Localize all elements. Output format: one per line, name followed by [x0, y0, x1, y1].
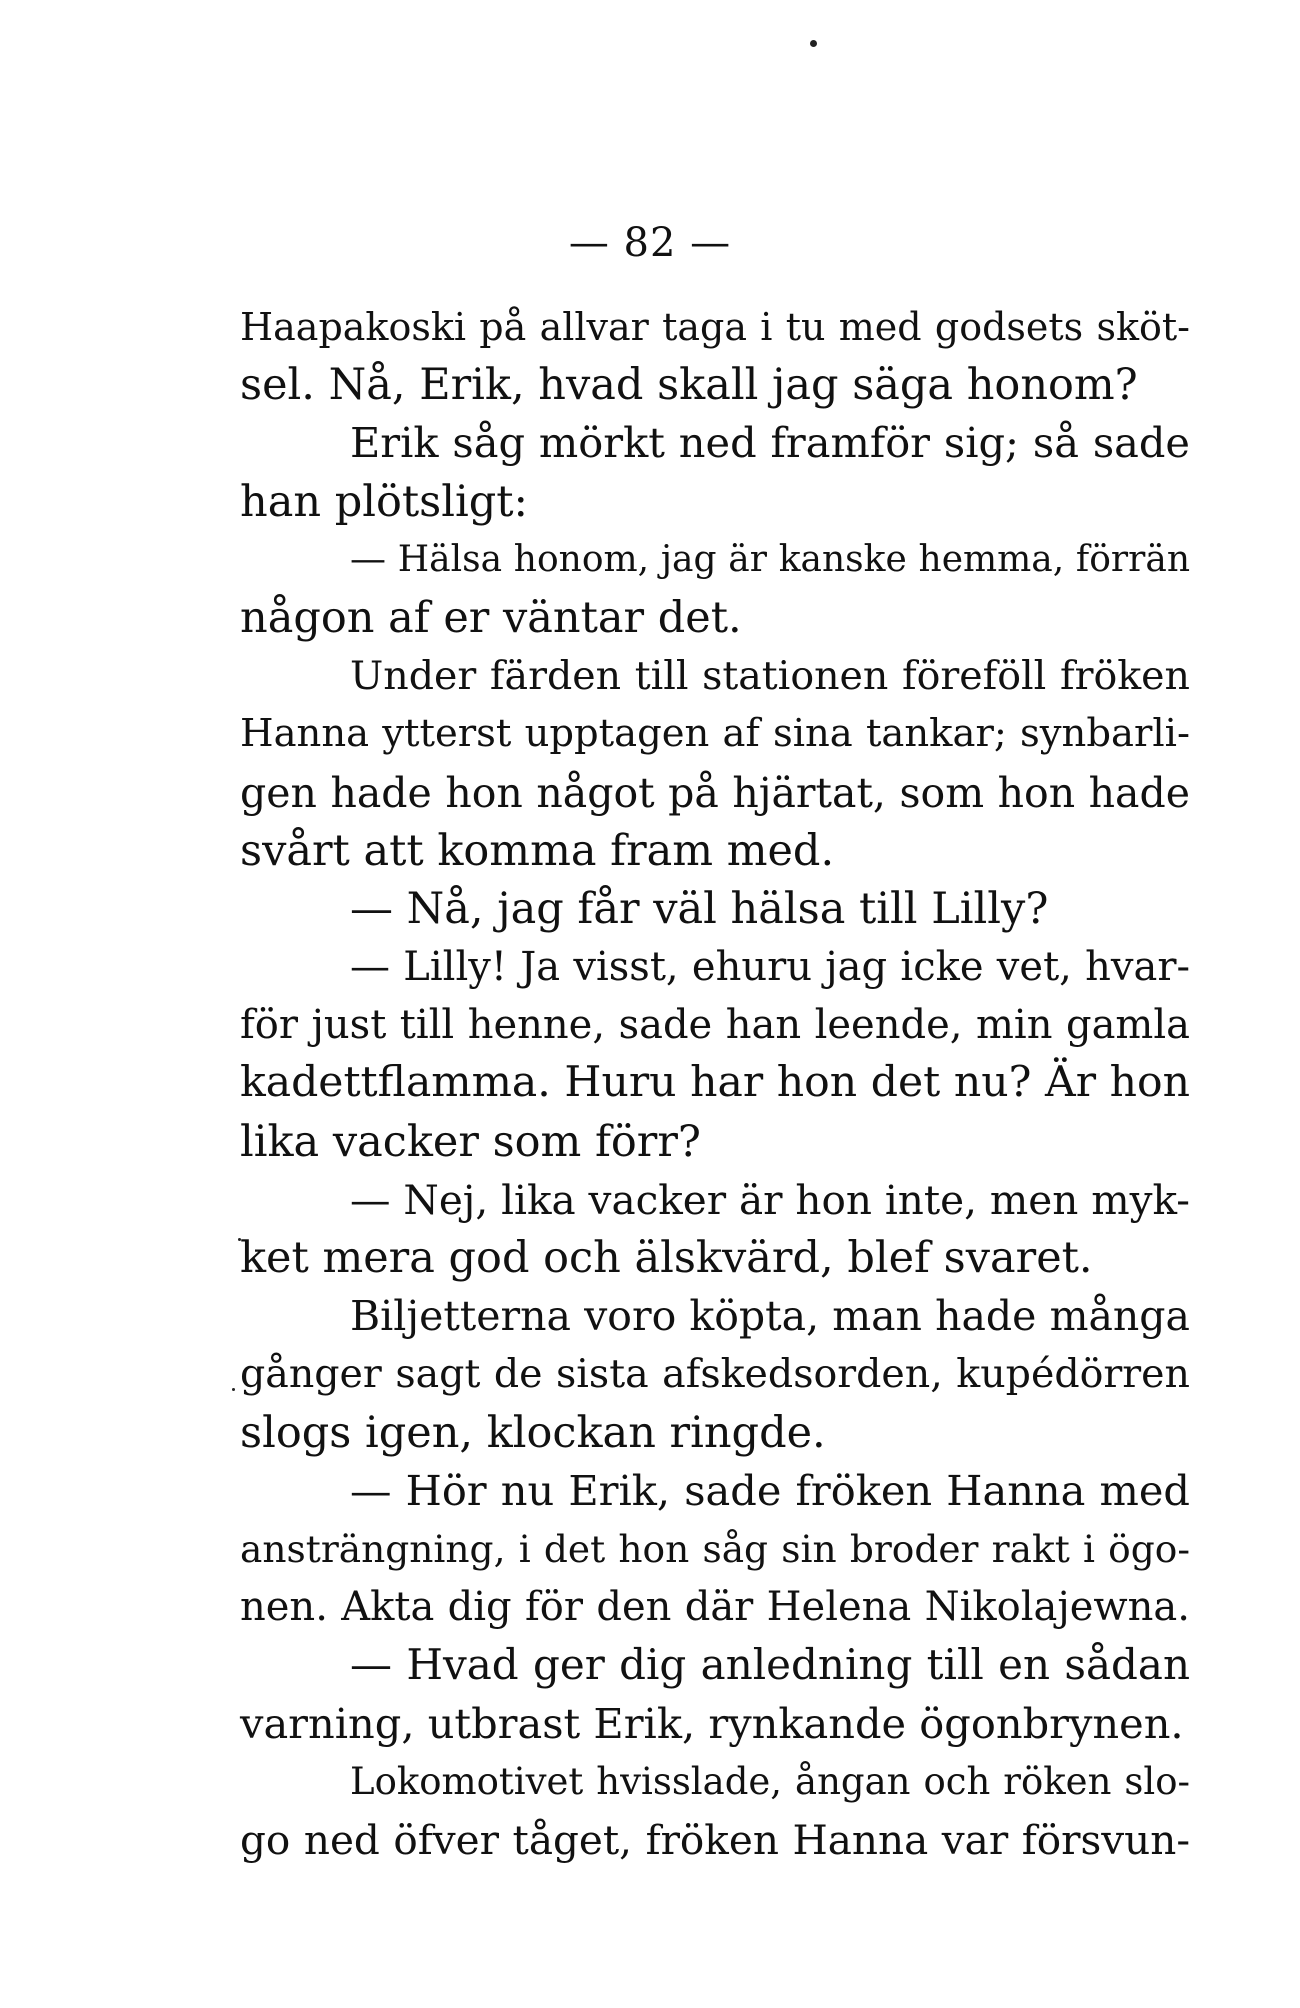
text-line: — Hälsa honom, jag är kanske hemma, förrän: [350, 538, 1190, 580]
text-line: kadettflamma. Huru har hon det nu? Är hon: [240, 1058, 1190, 1108]
text-line: för just till henne, sade han leende, min gamla: [240, 1002, 1190, 1049]
text-line: — Nej, lika vacker är hon inte, men myk-: [350, 1175, 1190, 1224]
text-line: nen. Akta dig för den där Helena Nikolajewna.: [240, 1584, 1190, 1631]
text-line: — Hör nu Erik, sade fröken Hanna med: [350, 1465, 1190, 1515]
text-line: go ned öfver tåget, fröken Hanna var försvun-: [240, 1815, 1190, 1864]
text-line: lika vacker som förr?: [240, 1116, 701, 1167]
text-line: Lokomotivet hvisslade, ångan och röken slo-: [350, 1759, 1190, 1803]
body-text: [240, 298, 1190, 1869]
text-line: slogs igen, klockan ringde.: [240, 1407, 826, 1458]
text-line: svårt att komma fram med.: [240, 825, 835, 876]
text-line: sel. Nå, Erik, hvad skall jag säga honom?: [240, 360, 1138, 411]
text-line: — Lilly! Ja visst, ehuru jag icke vet, hvar-: [350, 944, 1190, 991]
text-line: gen hade hon något på hjärtat, som hon hade: [240, 768, 1190, 817]
text-line: Under färden till stationen föreföll fröken: [350, 653, 1190, 700]
text-line: Erik såg mörkt ned framför sig; så sade: [350, 418, 1190, 468]
text-line: någon af er väntar det.: [240, 592, 742, 643]
text-line: gånger sagt de sista afskedsorden, kupédörren: [240, 1351, 1190, 1398]
text-line: han plötsligt:: [240, 476, 529, 527]
text-line: ansträngning, i det hon såg sin broder rakt i ögo-: [240, 1526, 1190, 1571]
text-line: Biljetterna voro köpta, man hade många: [350, 1292, 1190, 1341]
text-line: Hanna ytterst upptagen af sina tankar; synbarli-: [240, 711, 1190, 757]
text-line: — Hvad ger dig anledning till en sådan: [350, 1640, 1190, 1690]
print-speck: [810, 40, 817, 47]
text-line: — Nå, jag får väl hälsa till Lilly?: [350, 883, 1049, 934]
print-speck: [232, 1388, 235, 1391]
text-line: varning, utbrast Erik, rynkande ögonbrynen.: [240, 1698, 1184, 1748]
text-line: ket mera god och älskvärd, blef svaret.: [240, 1233, 1093, 1283]
text-line: Haapakoski på allvar taga i tu med godsets sköt-: [240, 305, 1190, 349]
page-number: — 82 —: [568, 220, 732, 266]
